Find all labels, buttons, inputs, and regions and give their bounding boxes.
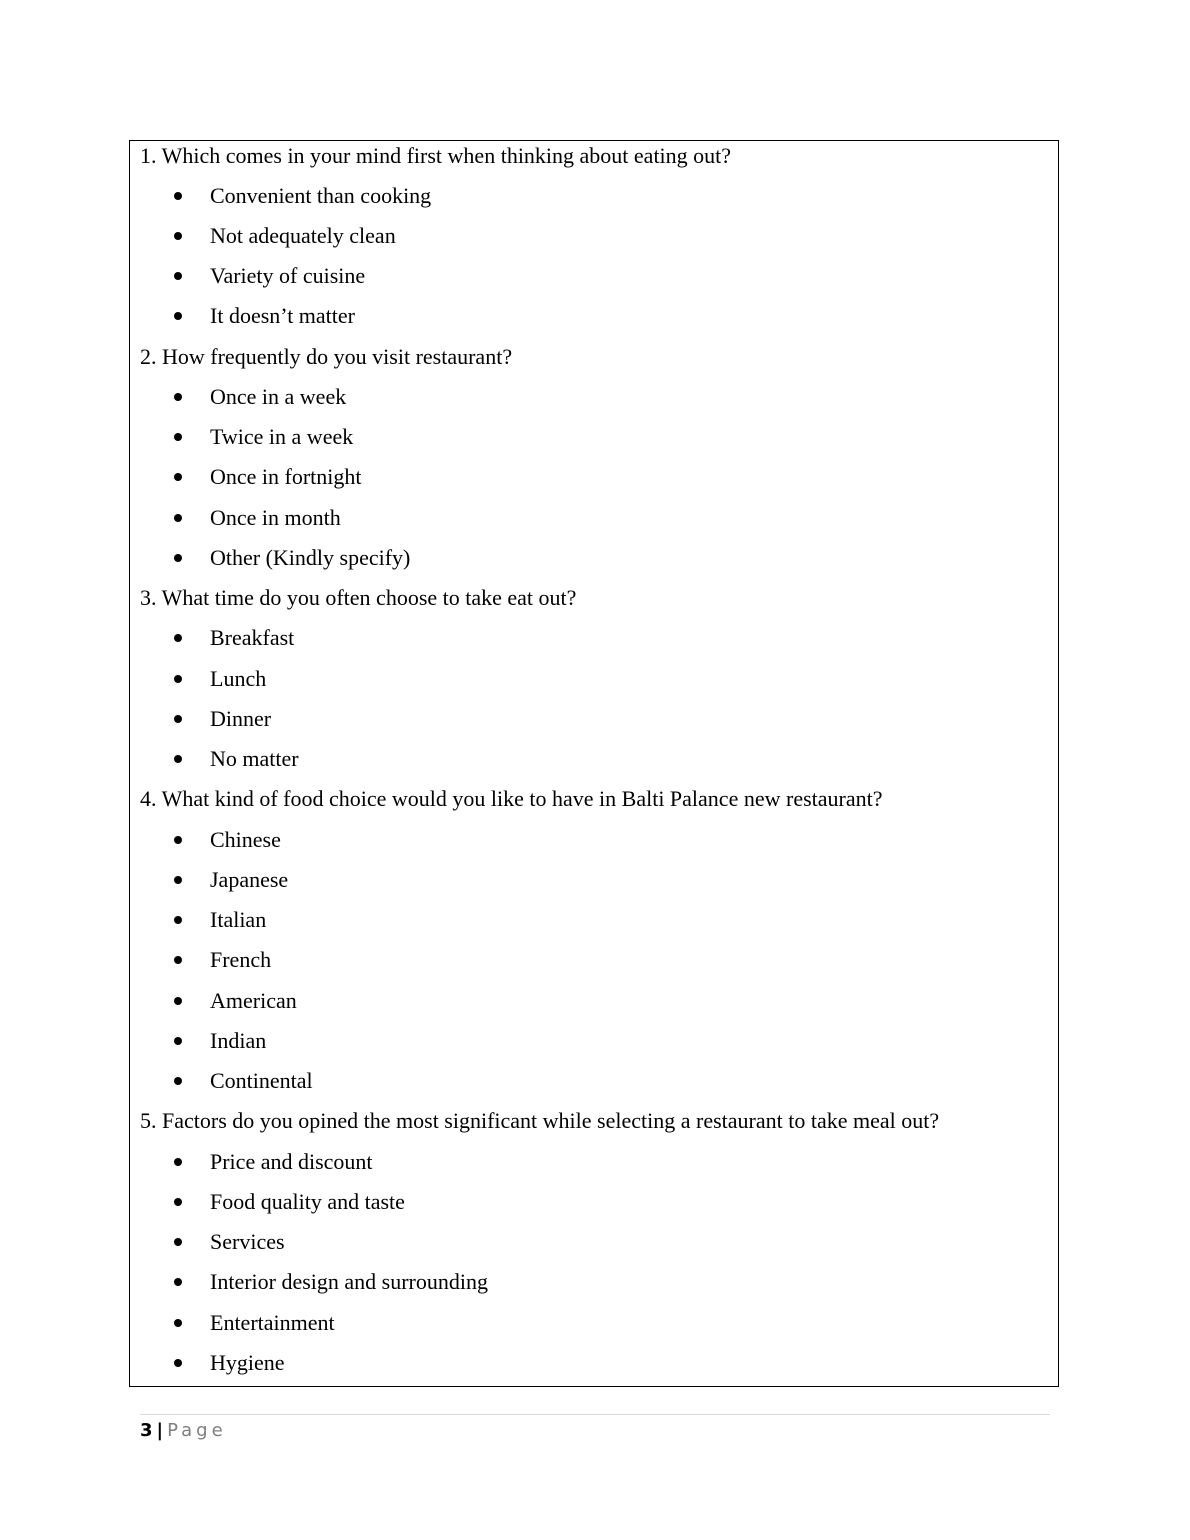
list-item: Interior design and surrounding [210, 1268, 488, 1296]
footer-divider [140, 1414, 1050, 1415]
page-number: 3 [140, 1420, 153, 1441]
bullet-icon [174, 192, 182, 200]
questionnaire-box [129, 140, 1059, 1387]
bullet-icon [174, 1198, 182, 1206]
bullet-icon [174, 755, 182, 763]
list-item: Hygiene [210, 1349, 285, 1377]
list-item: Convenient than cooking [210, 182, 431, 210]
bullet-icon [174, 876, 182, 884]
list-item: Entertainment [210, 1309, 335, 1337]
bullet-icon [174, 393, 182, 401]
list-item: Continental [210, 1067, 313, 1095]
list-item: Other (Kindly specify) [210, 544, 410, 572]
list-item: Price and discount [210, 1148, 373, 1176]
list-item: Variety of cuisine [210, 262, 365, 290]
bullet-icon [174, 1359, 182, 1367]
list-item: It doesn’t matter [210, 302, 355, 330]
list-item: Dinner [210, 705, 271, 733]
bullet-icon [174, 232, 182, 240]
bullet-icon [174, 1037, 182, 1045]
list-item: French [210, 946, 271, 974]
list-item: Not adequately clean [210, 222, 396, 250]
bullet-icon [174, 997, 182, 1005]
bullet-icon [174, 1319, 182, 1327]
bullet-icon [174, 634, 182, 642]
bullet-icon [174, 715, 182, 723]
question-3: 3. What time do you often choose to take eat out? [140, 585, 577, 610]
list-item: Once in a week [210, 383, 346, 411]
page-label: Page [167, 1420, 227, 1441]
list-item: Breakfast [210, 624, 294, 652]
list-item: Lunch [210, 665, 266, 693]
list-item: Services [210, 1228, 285, 1256]
bullet-icon [174, 473, 182, 481]
bullet-icon [174, 836, 182, 844]
bullet-icon [174, 554, 182, 562]
bullet-icon [174, 1077, 182, 1085]
list-item: Once in month [210, 504, 341, 532]
list-item: Once in fortnight [210, 463, 362, 491]
bullet-icon [174, 916, 182, 924]
question-1: 1. Which comes in your mind first when thinking about eating out? [140, 143, 732, 168]
list-item: Food quality and taste [210, 1188, 405, 1216]
bullet-icon [174, 675, 182, 683]
page-footer [140, 1419, 227, 1443]
list-item: Twice in a week [210, 423, 353, 451]
bullet-icon [174, 1158, 182, 1166]
question-4: 4. What kind of food choice would you like to have in Balti Palance new restaurant? [140, 786, 883, 811]
list-item: Japanese [210, 866, 288, 894]
question-2: 2. How frequently do you visit restaurant? [140, 344, 513, 369]
bullet-icon [174, 312, 182, 320]
list-item: Indian [210, 1027, 266, 1055]
bullet-icon [174, 1238, 182, 1246]
bullet-icon [174, 272, 182, 280]
list-item: American [210, 987, 297, 1015]
list-item: No matter [210, 745, 299, 773]
list-item: Chinese [210, 826, 281, 854]
bullet-icon [174, 956, 182, 964]
footer-separator: | [156, 1420, 164, 1441]
question-5: 5. Factors do you opined the most significant while selecting a restaurant to take meal out? [140, 1108, 940, 1133]
bullet-icon [174, 433, 182, 441]
bullet-icon [174, 514, 182, 522]
bullet-icon [174, 1278, 182, 1286]
list-item: Italian [210, 906, 266, 934]
